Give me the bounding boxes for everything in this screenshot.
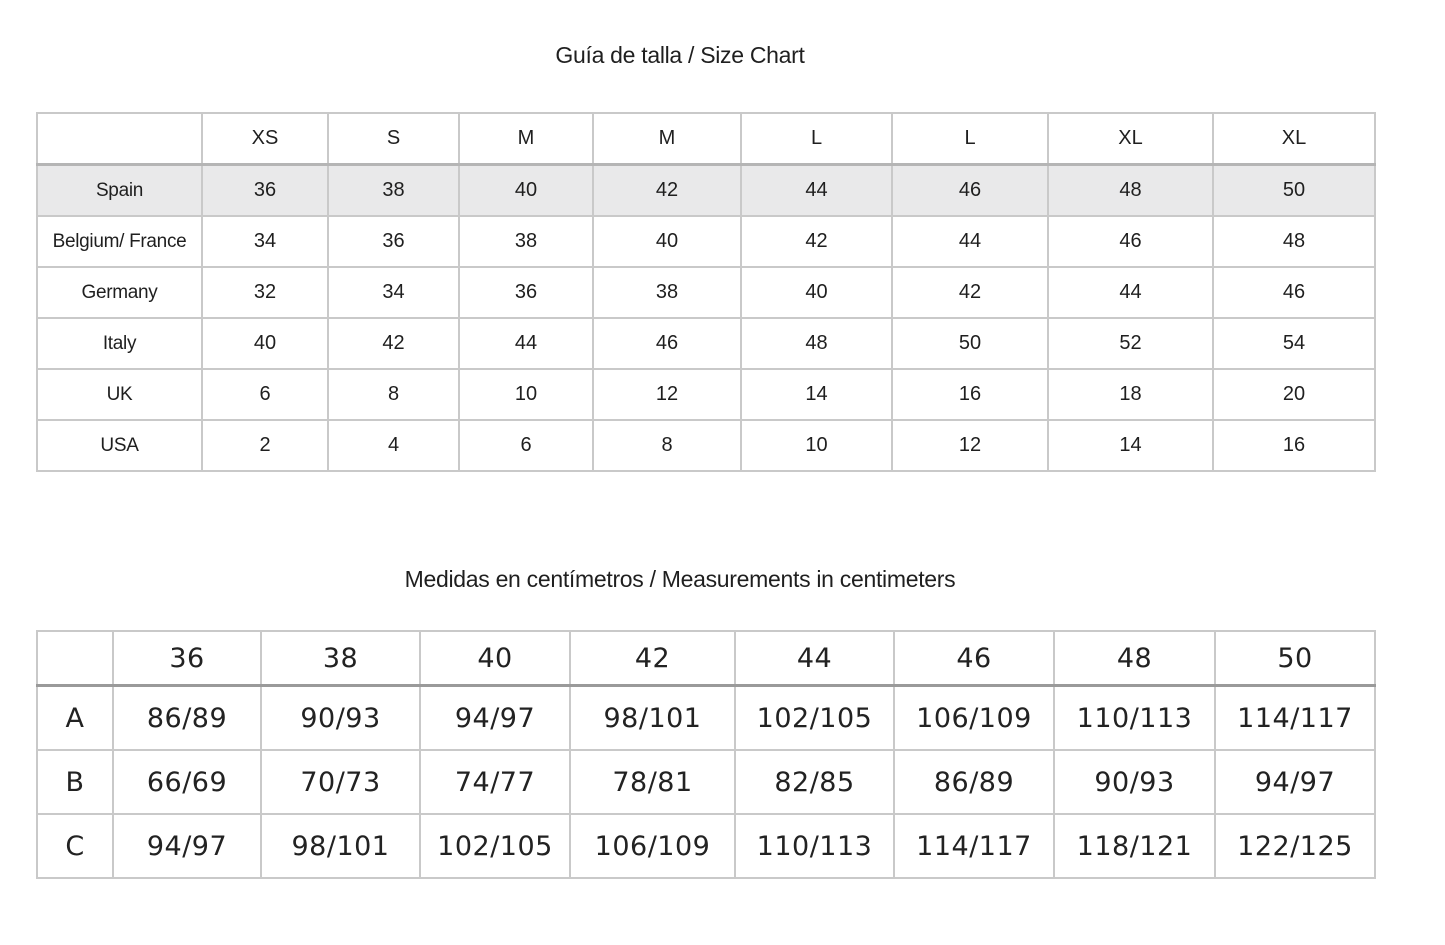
size-chart-table (36, 112, 1376, 472)
measurement-cell: 98/101 (570, 686, 735, 751)
size-cell: 46 (1213, 267, 1375, 318)
size-cell: 46 (593, 318, 741, 369)
size-header-cell: XS (202, 113, 328, 165)
measurement-cell: 106/109 (570, 814, 735, 878)
size-cell: 46 (892, 165, 1048, 217)
measurements-header-cell: 38 (261, 631, 420, 686)
measurement-cell: 102/105 (735, 686, 894, 751)
size-header-cell: L (892, 113, 1048, 165)
size-cell: 44 (892, 216, 1048, 267)
size-cell: 34 (202, 216, 328, 267)
measurement-cell: 82/85 (735, 750, 894, 814)
size-cell: 18 (1048, 369, 1213, 420)
size-cell: 10 (459, 369, 593, 420)
size-row-belgium-france (37, 216, 1375, 267)
size-cell: 48 (741, 318, 892, 369)
size-cell: 16 (892, 369, 1048, 420)
size-header-row (37, 113, 1375, 165)
size-header-cell (37, 113, 202, 165)
size-cell: 38 (459, 216, 593, 267)
measurements-header-cell: 40 (420, 631, 570, 686)
country-label: Spain (37, 165, 202, 217)
measurements-header-cell: 42 (570, 631, 735, 686)
country-label: Germany (37, 267, 202, 318)
size-cell: 44 (459, 318, 593, 369)
size-cell: 4 (328, 420, 459, 471)
country-label: USA (37, 420, 202, 471)
size-cell: 16 (1213, 420, 1375, 471)
size-row-italy (37, 318, 1375, 369)
size-header-cell: XL (1213, 113, 1375, 165)
size-cell: 54 (1213, 318, 1375, 369)
measurement-cell: 122/125 (1215, 814, 1375, 878)
size-cell: 42 (741, 216, 892, 267)
size-header-cell: M (593, 113, 741, 165)
size-cell: 40 (593, 216, 741, 267)
measurements-table (36, 630, 1376, 879)
size-cell: 6 (459, 420, 593, 471)
measurements-row-b (37, 750, 1375, 814)
size-cell: 44 (1048, 267, 1213, 318)
measurement-cell: 74/77 (420, 750, 570, 814)
size-header-cell: XL (1048, 113, 1213, 165)
measurement-cell: 94/97 (113, 814, 261, 878)
measurements-title: Medidas en centímetros / Measurements in centimeters (404, 566, 956, 592)
size-cell: 34 (328, 267, 459, 318)
measurement-cell: 114/117 (894, 814, 1054, 878)
size-cell: 20 (1213, 369, 1375, 420)
size-header-cell: S (328, 113, 459, 165)
size-cell: 38 (593, 267, 741, 318)
size-cell: 14 (1048, 420, 1213, 471)
size-cell: 40 (459, 165, 593, 217)
measurement-cell: 118/121 (1054, 814, 1215, 878)
size-cell: 42 (892, 267, 1048, 318)
size-cell: 32 (202, 267, 328, 318)
size-cell: 48 (1213, 216, 1375, 267)
size-cell: 36 (459, 267, 593, 318)
size-cell: 14 (741, 369, 892, 420)
size-header-cell: L (741, 113, 892, 165)
size-cell: 52 (1048, 318, 1213, 369)
measurement-label: A (37, 686, 113, 751)
size-cell: 10 (741, 420, 892, 471)
measurement-cell: 106/109 (894, 686, 1054, 751)
size-cell: 8 (593, 420, 741, 471)
measurement-cell: 94/97 (420, 686, 570, 751)
measurements-row-c (37, 814, 1375, 878)
measurement-cell: 78/81 (570, 750, 735, 814)
size-chart-title: Guía de talla / Size Chart (555, 42, 805, 68)
measurement-label: B (37, 750, 113, 814)
measurements-header-cell: 44 (735, 631, 894, 686)
size-cell: 50 (1213, 165, 1375, 217)
measurement-cell: 90/93 (1054, 750, 1215, 814)
measurement-cell: 98/101 (261, 814, 420, 878)
size-cell: 40 (202, 318, 328, 369)
size-cell: 40 (741, 267, 892, 318)
size-row-uk (37, 369, 1375, 420)
measurement-cell: 102/105 (420, 814, 570, 878)
size-cell: 8 (328, 369, 459, 420)
measurements-header-cell: 46 (894, 631, 1054, 686)
size-cell: 36 (202, 165, 328, 217)
size-cell: 36 (328, 216, 459, 267)
measurements-row-a (37, 686, 1375, 751)
measurement-cell: 90/93 (261, 686, 420, 751)
size-row-usa (37, 420, 1375, 471)
measurements-header-cell: 50 (1215, 631, 1375, 686)
measurements-header-cell: 48 (1054, 631, 1215, 686)
size-cell: 50 (892, 318, 1048, 369)
size-cell: 12 (892, 420, 1048, 471)
size-cell: 44 (741, 165, 892, 217)
measurement-label: C (37, 814, 113, 878)
country-label: UK (37, 369, 202, 420)
size-cell: 46 (1048, 216, 1213, 267)
size-cell: 42 (593, 165, 741, 217)
measurement-cell: 114/117 (1215, 686, 1375, 751)
size-row-spain (37, 165, 1375, 217)
size-cell: 12 (593, 369, 741, 420)
measurement-cell: 86/89 (894, 750, 1054, 814)
size-header-cell: M (459, 113, 593, 165)
size-cell: 6 (202, 369, 328, 420)
measurement-cell: 66/69 (113, 750, 261, 814)
measurements-header-cell: 36 (113, 631, 261, 686)
size-row-germany (37, 267, 1375, 318)
size-cell: 2 (202, 420, 328, 471)
size-cell: 38 (328, 165, 459, 217)
measurements-header-cell (37, 631, 113, 686)
measurement-cell: 94/97 (1215, 750, 1375, 814)
measurement-cell: 110/113 (1054, 686, 1215, 751)
measurements-header-row (37, 631, 1375, 686)
measurement-cell: 70/73 (261, 750, 420, 814)
size-cell: 48 (1048, 165, 1213, 217)
size-cell: 42 (328, 318, 459, 369)
country-label: Italy (37, 318, 202, 369)
measurement-cell: 86/89 (113, 686, 261, 751)
measurement-cell: 110/113 (735, 814, 894, 878)
country-label: Belgium/ France (37, 216, 202, 267)
